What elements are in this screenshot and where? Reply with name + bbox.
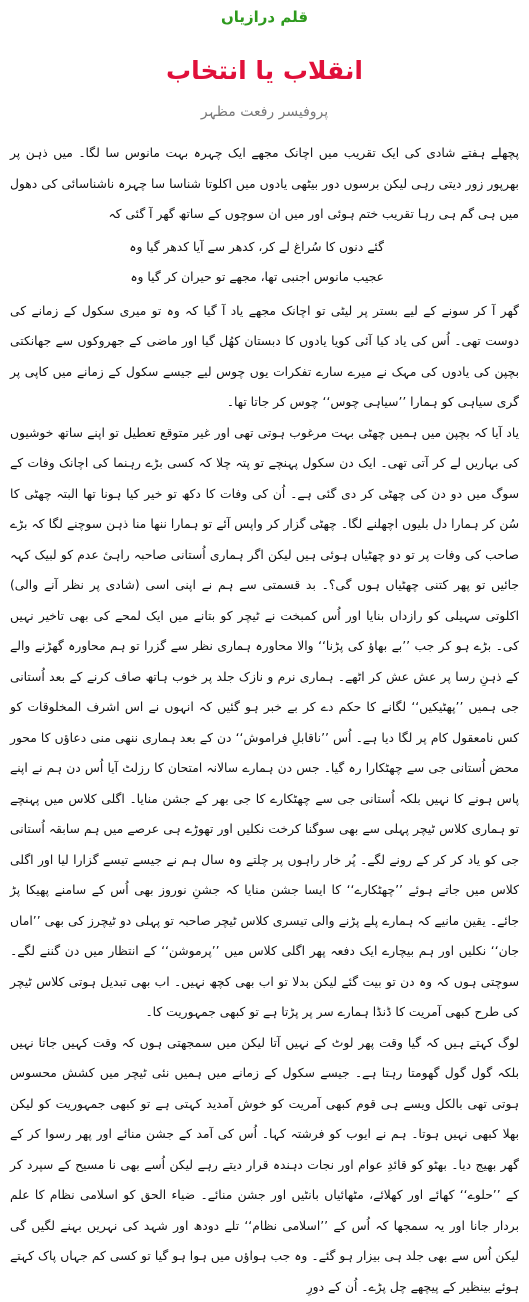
verse-line: گئے دنوں کا سُراغ لے کر، کدھر سے آیا کدھر گیا وہ xyxy=(10,232,519,262)
paragraph: پچھلے ہفتے شادی کی ایک تقریب میں اچانک مجھے ایک چہرہ بہت مانوس سا لگا۔ میں ذہن پر بھرپور زور دیتی رہی لیکن برسوں دور بیٹھی یادوں میں اکلوتا شناسا سا چہرہ ناشناسائی کی دھول میں ہی گم ہی رہا تقریب ختم ہوئی اور میں ان سوچوں کے ساتھ گھر آ گئی کہ xyxy=(10,138,519,230)
paragraph: لوگ کہتے ہیں کہ گیا وقت پھر لوٹ کے نہیں آتا لیکن میں سمجھتی ہوں کہ وقت کہیں جاتا نہیں بلکہ گول گول گھومتا رہتا ہے۔ جیسے سکول کے زمانے میں ہمیں نئی ٹیچر میں کشش محسوس ہوتی تھی بالکل ویسے ہی قوم کبھی آمریت کو خوش آمدید کہتی ہے تو کبھی جمہوریت کو لیکن بھلا کبھی نہیں ہوتا۔ ہم نے ایوب کو فرشتہ کہا۔ اُس کی آمد کے جشن منائے اور پھر رسوا کر کے گھر بھیج دیا۔ بھٹو کو قائدِ عوام اور نجات دہندہ قرار دیتے رہے لیکن اُسے بھی نا مسیح کے سپرد کر کے ’’حلوے‘‘ کھائے اور کھلائے، مٹھائیاں بانٹیں اور جشن منائے۔ ضیاء الحق کو اسلامی نظام کا علم بردار جانا اور یہ سمجھا کہ اُس کے ’’اسلامی نظام‘‘ تلے دودھ اور شہد کی نہریں بہنے لگیں گی لیکن اُس سے بھی جلد ہی بیزار ہو گئے۔ وہ جب ہواؤں میں ہوا ہو گیا تو کسی کم جہاں پاک کہتے ہوئے بینظیر کے پیچھے چل پڑے۔ اُن کے دورِ xyxy=(10,1028,519,1302)
author-byline: پروفیسر رفعت مظہر xyxy=(0,104,529,120)
article-title: انقلاب یا انتخاب xyxy=(0,56,529,85)
verse-line: عجیب مانوس اجنبی تھا، مجھے تو حیران کر گیا وہ xyxy=(10,262,519,292)
verse-block xyxy=(10,230,519,296)
paragraph: گھر آ کر سونے کے لیے بستر پر لیٹی تو اچانک مجھے یاد آ گیا کہ وہ تو میری سکول کے زمانے کی دوست تھی۔ اُس کی یاد کیا آئی کویا یادوں کا دبستان کھُل گیا اور ماضی کے جھروکوں سے جھانکتی بچپن کی یادوں کی مہک نے میرے سارے تفکرات یوں چوس لیے جیسے سکول کے زمانے میں کاپی پر گری سیاہی کو ہمارا ’’سیاہی چوس‘‘ چوس کر جاتا تھا۔ xyxy=(10,296,519,418)
article-body xyxy=(10,138,519,1302)
column-name: قلم درازیاں xyxy=(0,8,529,26)
paragraph: یاد آیا کہ بچپن میں ہمیں چھٹی بہت مرغوب ہوتی تھی اور غیر متوقع تعطیل تو اپنے ساتھ خوشیوں کی بہاریں لے کر آتی تھی۔ ایک دن سکول پہنچے تو پتہ چلا کہ کسی بڑے رہنما کی اچانک وفات کے سوگ میں دو دن کی چھٹی کر دی گئی ہے۔ اُن کی وفات کا دکھ تو خیر کیا ہونا تھا البتہ چھٹی کا سُن کر ہمارا دل بلیوں اچھلنے لگا۔ چھٹی گزار کر واپس آئے تو ہمارا ننھا منا ذہن سوچنے لگا کہ بڑے صاحب کی وفات پر تو دو چھٹیاں ہوئی ہیں لیکن اگر ہماری اُستانی صاحبہ راہیٔ عدم کو لبیک کہہ جائیں تو پھر کتنی چھٹیاں ہوں گی؟۔ بد قسمتی سے ہم نے اپنی اسی (شادی پر نظر آنے والی) اکلوتی سہیلی کو رازداں بنایا اور اُس کمبخت نے ٹیچر کو بتانے میں ایک لمحے کی بھی تاخیر نہیں کی۔ بڑے ہو کر جب ’’بے بھاؤ کی پڑنا‘‘ والا محاورہ ہماری نظر سے گزرا تو ہم محاورہ گھڑنے والے کے ذہنِ رسا پر عش عش کر اٹھے۔ ہماری نرم و نازک جلد پر خوب ہاتھ صاف کرنے کے بعد اُستانی جی ہمیں ’’پھٹیکیں‘‘ لگانے کا حکم دے کر بے خبر ہو گئیں کہ انہوں نے اس اشرف المخلوقات کو کس نامعقول کام پر لگا دیا ہے۔ اُس ’’ناقابلِ فراموش‘‘ دن کے بعد ہماری ننھی منی دعاؤں کا محور محض اُستانی جی سے چھٹکارا رہ گیا۔ جس دن ہمارے سالانہ امتحان کا رزلٹ آیا اُس دن ہم نے اپنے پاس ہونے کا نہیں بلکہ اُستانی جی سے چھٹکارے کا جی بھر کے جشن منایا۔ اگلی کلاس میں پہنچے تو ہماری کلاس ٹیچر پہلی سے بھی سوگنا کرخت نکلیں اور تھوڑے ہی عرصے میں ہم سابقہ اُستانی جی کو یاد کر کر کے رونے لگے۔ پُر خار راہوں پر چلتے وہ سال ہم نے جیسے تیسے گزارا لیا اور اگلی کلاس میں جاتے ہوئے ’’چھٹکارے‘‘ کا ایسا جشن منایا کہ جشنِ نوروز بھی اُس کے سامنے پھیکا پڑ جائے۔ یقین مانیے کہ ہمارے پلے پڑنے والی تیسری کلاس ٹیچر صاحبہ تو پہلی دو ٹیچرز کی بھی ’’اماں جان‘‘ نکلیں اور ہم بیچارے ایک دفعہ پھر اگلی کلاس میں ’’پرموشن‘‘ کے انتظار میں دن گننے لگے۔ سوچتی ہوں کہ وہ دن تو بیت گئے لیکن بدلا تو اب بھی کچھ نہیں۔ اب بھی تبدیل ہوتی کلاس ٹیچر کی طرح کبھی آمریت کا ڈنڈا ہمارے سر پر پڑتا ہے تو کبھی جمہوریت کا۔ xyxy=(10,418,519,1028)
